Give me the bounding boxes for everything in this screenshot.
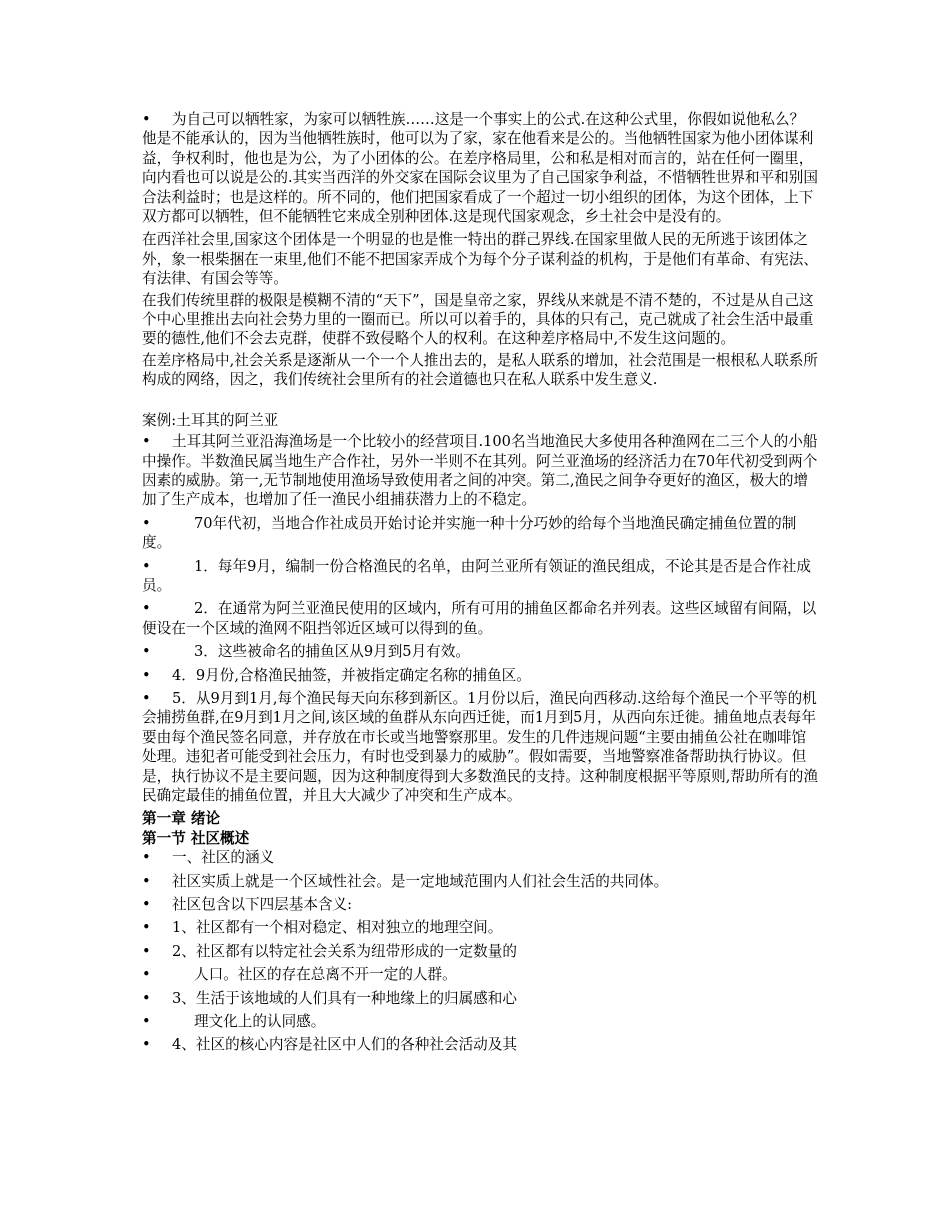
list-item: • 理文化上的认同感。 bbox=[142, 1012, 818, 1031]
list-item: • 3、生活于该地域的人们具有一种地缘上的归属感和心 bbox=[142, 989, 818, 1008]
list-item: • 一、社区的涵义 bbox=[142, 848, 818, 867]
paragraph-western-state: 在西洋社会里,国家这个团体是一个明显的也是惟一特出的群己界线.在国家里做人民的无所逃于该团体之外，象一根柴捆在一束里,他们不能不把国家弄成个为每个分子谋利益的机构，于是他们有革命、有宪法、有法律、有国会等等。 bbox=[142, 231, 818, 288]
list-item: • 4、社区的核心内容是社区中人们的各种社会活动及其 bbox=[142, 1035, 818, 1054]
list-item: • 社区包含以下四层基本含义: bbox=[142, 895, 818, 914]
case-title: 案例:土耳其的阿兰亚 bbox=[142, 411, 279, 429]
spacer bbox=[142, 392, 818, 411]
document-page bbox=[142, 110, 818, 1059]
case-item-1: • 1．每年9月，编制一份合格渔民的名单，由阿兰亚所有领证的渔民组成，不论其是否是合作社成员。 bbox=[142, 557, 818, 596]
case-item-3: • 3．这些被命名的捕鱼区从9月到5月有效。 bbox=[142, 642, 818, 661]
chapter-heading: 第一章 绪论 bbox=[142, 810, 221, 828]
paragraph-tianxia: 在我们传统里群的极限是模糊不清的“天下”，国是皇帝之家，界线从来就是不清不楚的，不过是从自己这个中心里推出去向社会势力里的一圈而已。所以可以着手的，具体的只有己，克己就成了社会生活中最重要的德性,他们不会去克群，使群不致侵略个人的权利。在这种差序格局中,不发生这问题的。 bbox=[142, 291, 814, 348]
list-item: • 社区实质上就是一个区域性社会。是一定地域范围内人们社会生活的共同体。 bbox=[142, 872, 818, 891]
case-item-2: • 2．在通常为阿兰亚渔民使用的区域内，所有可用的捕鱼区都命名并列表。这些区域留有间隔，以便设在一个区域的渔网不阻挡邻近区域可以得到的鱼。 bbox=[142, 599, 818, 638]
paragraph-differential-order: 在差序格局中,社会关系是逐渐从一个一个人推出去的，是私人联系的增加，社会范围是一根根私人联系所构成的网络，因之，我们传统社会里所有的社会道德也只在私人联系中发生意义. bbox=[142, 351, 818, 389]
section-heading: 第一节 社区概述 bbox=[142, 829, 250, 847]
case-paragraph-seventies: • 70年代初，当地合作社成员开始讨论并实施一种十分巧妙的给每个当地渔民确定捕鱼位置的制度。 bbox=[142, 514, 818, 553]
case-item-4: • 4．9月份,合格渔民抽签，并被指定确定名称的捕鱼区。 bbox=[142, 666, 818, 685]
list-item: • 2、社区都有以特定社会关系为纽带形成的一定数量的 bbox=[142, 942, 818, 961]
case-paragraph-intro: • 土耳其阿兰亚沿海渔场是一个比较小的经营项目.100名当地渔民大多使用各种渔网在二三个人的小船中操作。半数渔民属当地生产合作社，另外一半则不在其列。阿兰亚渔场的经济活力在70年代初受到两个因素的威胁。第一,无节制地使用渔场导致使用者之间的冲突。第二,渔民之间争夺更好的渔区，极大的增加了生产成本，也增加了任一渔民小组捕获潜力上的不稳定。 bbox=[142, 432, 818, 510]
list-item: • 1、社区都有一个相对稳定、相对独立的地理空间。 bbox=[142, 918, 818, 937]
list-item: • 人口。社区的存在总离不开一定的人群。 bbox=[142, 965, 818, 984]
case-item-5: • 5．从9月到1月,每个渔民每天向东移到新区。1月份以后，渔民向西移动.这给每个渔民一个平等的机会捕捞鱼群,在9月到1月之间,该区域的鱼群从东向西迁徙，而1月到5月，从西向东迁徙。捕鱼地点表每年要由每个渔民签名同意，并存放在市长或当地警察那里。发生的几件违规问题“主要由捕鱼公社在咖啡馆处理。违犯者可能受到社会压力，有时也受到暴力的威胁”。假如需要，当地警察准备帮助执行协议。但是，执行协议不是主要问题，因为这种制度得到大多数渔民的支持。这种制度根据平等原则,帮助所有的渔民确定最佳的捕鱼位置，并且大大减少了冲突和生产成本。 bbox=[142, 689, 818, 805]
paragraph-family-sacrifice: • 为自己可以牺牲家，为家可以牺牲族……这是一个事实上的公式.在这种公式里，你假如说他私么？他是不能承认的，因为当他牺牲族时，他可以为了家，家在他看来是公的。当他牺牲国家为他小团体谋利益，争权利时，他也是为公，为了小团体的公。在差序格局里，公和私是相对而言的，站在任何一圈里，向内看也可以说是公的.其实当西洋的外交家在国际会议里为了自己国家争利益，不惜牺牲世界和平和别国合法利益时；也是这样的。所不同的，他们把国家看成了一个超过一切小组织的团体，为这个团体，上下双方都可以牺牲，但不能牺牲它来成全别种团体.这是现代国家观念，乡土社会中是没有的。 bbox=[142, 110, 818, 226]
